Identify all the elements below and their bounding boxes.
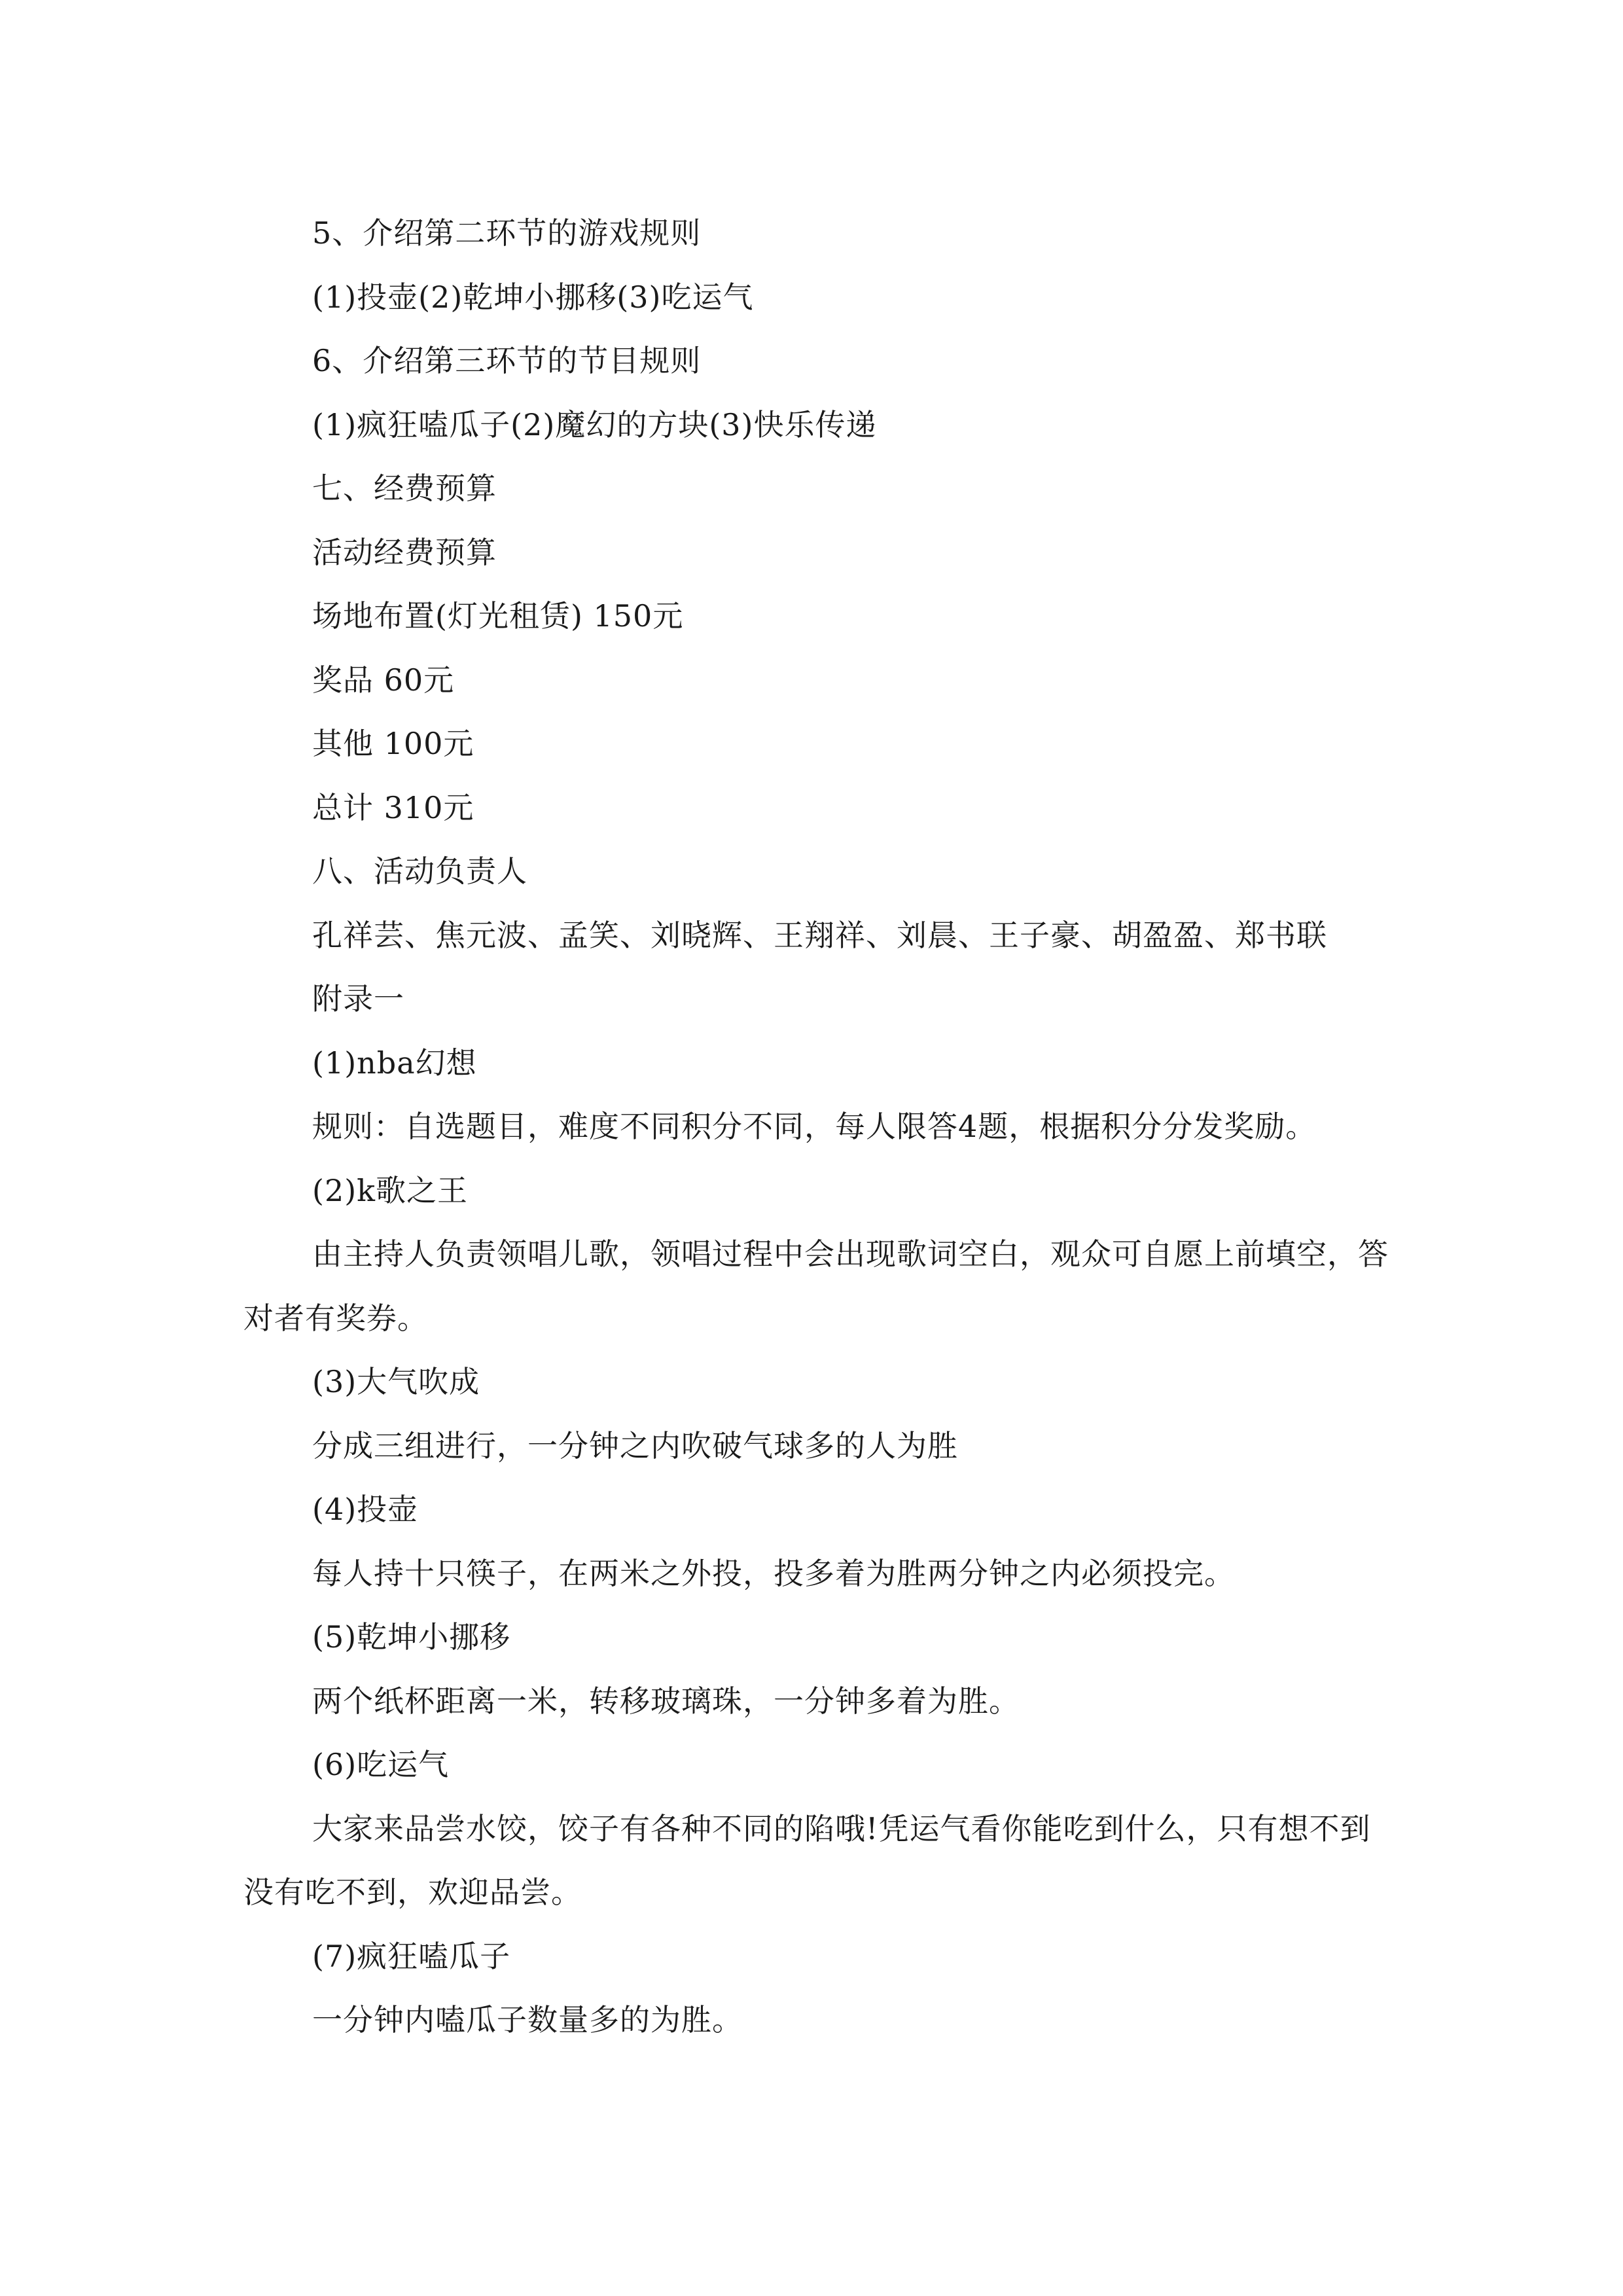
section-heading: 七、经费预算 xyxy=(312,471,497,506)
game-rule: 每人持十只筷子，在两米之外投，投多着为胜两分钟之内必须投完。 xyxy=(312,1555,1235,1591)
game-rule: 一分钟内嗑瓜子数量多的为胜。 xyxy=(312,2002,743,2037)
game-title: (3)大气吹成 xyxy=(312,1364,480,1399)
game-title: (5)乾坤小挪移 xyxy=(312,1619,511,1655)
document-body xyxy=(243,202,1395,2053)
section-heading: 八、活动负责人 xyxy=(312,853,527,889)
game-rule: 规则：自选题目，难度不同积分不同，每人限答4题，根据积分分发奖励。 xyxy=(312,1109,1317,1144)
game-title: (7)疯狂嗑瓜子 xyxy=(312,1938,511,1974)
game-rule: 分成三组进行，一分钟之内吹破气球多的人为胜 xyxy=(312,1427,958,1463)
list-item: (1)疯狂嗑瓜子(2)魔幻的方块(3)快乐传递 xyxy=(312,406,877,442)
game-rule: 大家来品尝水饺，饺子有各种不同的陷哦!凭运气看你能吃到什么，只有想不到没有吃不到，欢迎品尝。 xyxy=(243,1810,1371,1910)
section-heading: 6、介绍第三环节的节目规则 xyxy=(312,343,702,378)
game-title: (1)nba幻想 xyxy=(312,1045,477,1081)
game-title: (6)吃运气 xyxy=(312,1747,450,1782)
budget-total: 总计 310元 xyxy=(312,789,474,825)
game-title: (4)投壶 xyxy=(312,1492,419,1527)
section-heading: 5、介绍第二环节的游戏规则 xyxy=(312,215,702,251)
appendix-title: 附录一 xyxy=(312,981,404,1016)
budget-item: 奖品 60元 xyxy=(312,662,455,698)
responsible-people: 孔祥芸、焦元波、孟笑、刘晓辉、王翔祥、刘晨、王子豪、胡盈盈、郑书联 xyxy=(312,917,1327,953)
budget-item: 场地布置(灯光租赁) 150元 xyxy=(312,598,684,634)
game-title: (2)k歌之王 xyxy=(312,1172,469,1208)
budget-item: 其他 100元 xyxy=(312,726,474,761)
game-rule: 由主持人负责领唱儿歌，领唱过程中会出现歌词空白，观众可自愿上前填空，答对者有奖券。 xyxy=(243,1236,1389,1336)
budget-title: 活动经费预算 xyxy=(312,534,497,570)
list-item: (1)投壶(2)乾坤小挪移(3)吃运气 xyxy=(312,279,754,315)
game-rule: 两个纸杯距离一米，转移玻璃珠，一分钟多着为胜。 xyxy=(312,1683,1020,1719)
